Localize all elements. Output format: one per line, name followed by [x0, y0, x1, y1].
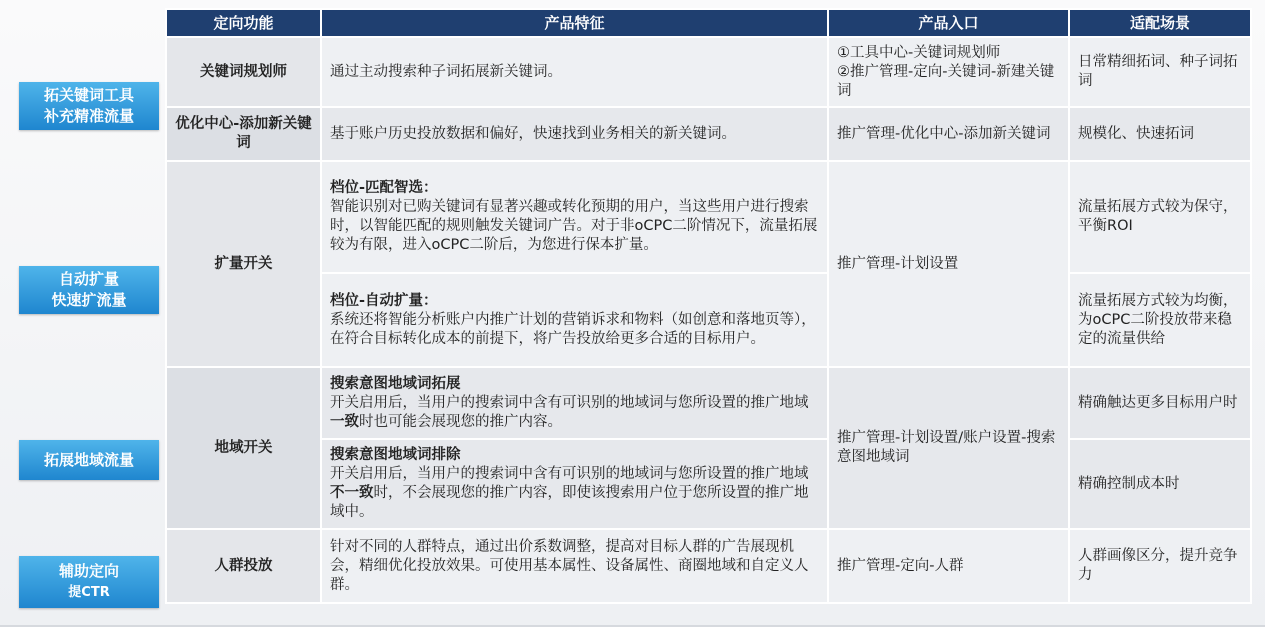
header-entry: 产品入口: [828, 9, 1069, 37]
feature-body: 开关启用后，当用户的搜索词中含有可识别的地域词与您所设置的推广地域: [330, 466, 809, 482]
feature-body: 智能识别对已购关键词有显著兴趣或转化预期的用户，当这些用户进行搜索时，以智能匹配的规则触发关键词广告。对于非oCPC二阶情况下，流量拓展较为有限，进入oCPC二阶后，为您进行保本扩量。: [330, 199, 818, 253]
feature-cell: 基于账户历史投放数据和偏好，快速找到业务相关的新关键词。: [321, 107, 828, 161]
scene-cell: 流量拓展方式较为保守，平衡ROI: [1069, 161, 1251, 273]
entry-cell: 推广管理-优化中心-添加新关键词: [828, 107, 1069, 161]
scene-cell: 人群画像区分，提升竞争力: [1069, 529, 1251, 603]
header-scene: 适配场景: [1069, 9, 1251, 37]
feature-cell: [321, 367, 828, 439]
function-cell: 关键词规划师: [166, 37, 321, 107]
feature-subtitle: 档位-自动扩量：: [330, 292, 438, 309]
feature-cell: [321, 439, 828, 529]
entry-line: ②推广管理-定向-关键词-新建关键词: [837, 63, 1055, 99]
side-label-auto-expand: [19, 266, 159, 314]
table-row: [166, 529, 1251, 603]
entry-line: ①工具中心-关键词规划师: [837, 44, 1001, 61]
scene-cell: 流量拓展方式较为均衡，为oCPC二阶投放带来稳定的流量供给: [1069, 273, 1251, 367]
feature-body: 时也可能会展现您的推广内容。: [359, 413, 562, 430]
feature-cell: [321, 161, 828, 273]
side-label-region: [19, 440, 159, 480]
feature-emphasis: 一致: [330, 413, 359, 430]
feature-cell: 针对不同的人群特点，通过出价系数调整，提高对目标人群的广告展现机会，精细优化投放效果。可使用基本属性、设备属性、商圈地域和自定义人群。: [321, 529, 828, 603]
side-label-keyword-tools: [19, 82, 159, 130]
side-label-line: 快速扩流量: [51, 291, 127, 309]
feature-cell: [321, 273, 828, 367]
feature-body: 开关启用后，当用户的搜索词中含有可识别的地域词与您所设置的推广地域: [330, 394, 809, 411]
entry-cell: 推广管理-计划设置/账户设置-搜索意图地域词: [828, 367, 1069, 529]
feature-cell: 通过主动搜索种子词拓展新关键词。: [321, 37, 828, 107]
side-label-line: 提CTR: [68, 585, 110, 600]
feature-subtitle: 档位-匹配智选：: [330, 180, 438, 196]
table-row: [166, 367, 1251, 439]
scene-cell: 规模化、快速拓词: [1069, 107, 1251, 161]
function-cell: 地域开关: [166, 367, 321, 529]
table-header-row: [166, 9, 1251, 37]
feature-subtitle: 搜索意图地域词排除: [330, 447, 461, 463]
side-label-line: 拓关键词工具: [43, 86, 134, 104]
function-cell: 优化中心-添加新关键词: [166, 107, 321, 161]
entry-cell: [828, 37, 1069, 107]
feature-subtitle: 搜索意图地域词拓展: [330, 375, 461, 392]
feature-body: 系统还将智能分析账户内推广计划的营销诉求和物料（如创意和落地页等），在符合目标转化成本的前提下，将广告投放给更多合适的目标用户。: [330, 311, 816, 347]
function-cell: 扩量开关: [166, 161, 321, 367]
feature-emphasis: 不一致: [330, 485, 374, 501]
side-label-assist-targeting: [19, 556, 159, 608]
entry-cell: 推广管理-计划设置: [828, 161, 1069, 367]
table-row: [166, 439, 1251, 529]
side-label-line: 自动扩量: [58, 270, 119, 288]
feature-body: 时，不会展现您的推广内容，即使该搜索用户位于您所设置的推广地域中。: [330, 485, 809, 520]
side-label-line: 辅助定向: [58, 562, 119, 580]
scene-cell: 日常精细拓词、种子词拓词: [1069, 37, 1251, 107]
entry-cell: 推广管理-定向-人群: [828, 529, 1069, 603]
table-row: [166, 161, 1251, 273]
table-row: [166, 37, 1251, 107]
table-row: [166, 273, 1251, 367]
scene-cell: 精确控制成本时: [1069, 439, 1251, 529]
targeting-table: [165, 8, 1252, 604]
table-row: [166, 107, 1251, 161]
side-label-line: 拓展地域流量: [43, 450, 134, 469]
function-cell: 人群投放: [166, 529, 321, 603]
scene-cell: 精确触达更多目标用户时: [1069, 367, 1251, 439]
header-feature: 产品特征: [321, 9, 828, 37]
header-function: 定向功能: [166, 9, 321, 37]
side-label-line: 补充精准流量: [43, 107, 134, 125]
